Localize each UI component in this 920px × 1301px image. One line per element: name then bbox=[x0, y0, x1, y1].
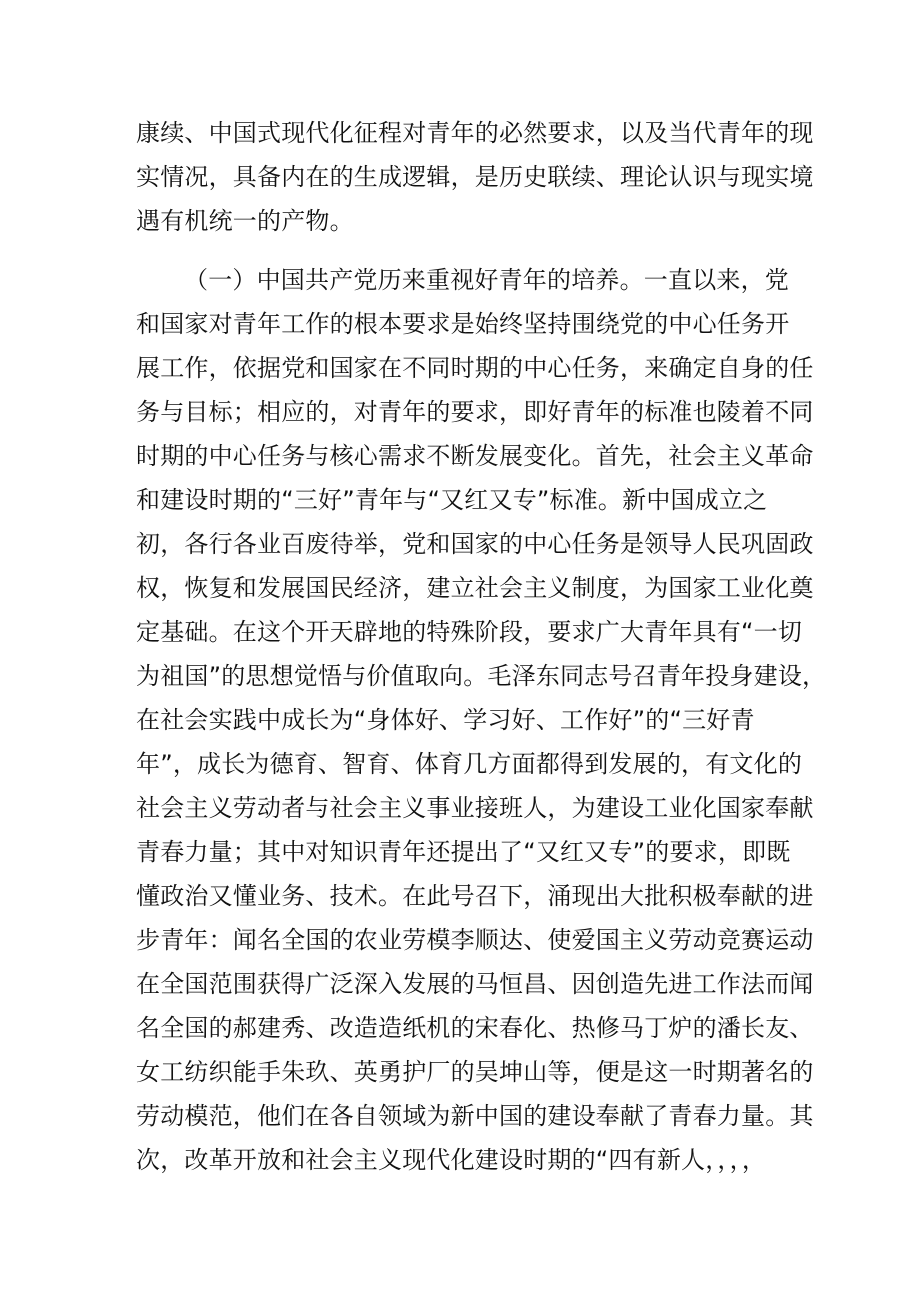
text-line: 懂政治又懂业务、技术。在此号召下，涌现出大批积极奉献的进 bbox=[136, 882, 814, 910]
text-line: 实情况，具备内在的生成逻辑，是历史联续、理论认识与现实境 bbox=[136, 163, 814, 191]
text-line: 时期的中心任务与核心需求不断发展变化。首先，社会主义革命 bbox=[136, 442, 814, 470]
text-line: 和国家对青年工作的根本要求是始终坚持围绕党的中心任务开 bbox=[136, 310, 790, 338]
text-line: 劳动模范，他们在各自领域为新中国的建设奉献了青春力量。其 bbox=[136, 1102, 814, 1130]
text-line: 初，各行各业百废待举，党和国家的中心任务是领导人民巩固政 bbox=[136, 530, 814, 558]
text-line: 名全国的郝建秀、改造造纸机的宋春化、热修马丁炉的潘长友、 bbox=[136, 1014, 814, 1042]
text-line: 在社会实践中成长为“身体好、学习好、工作好”的“三好青 bbox=[136, 706, 755, 734]
text-line: 展工作，依据党和国家在不同时期的中心任务，来确定自身的任 bbox=[136, 354, 814, 382]
text-line: 为祖国”的思想觉悟与价值取向。毛泽东同志号召青年投身建设， bbox=[136, 662, 827, 690]
text-line: 康续、中国式现代化征程对青年的必然要求，以及当代青年的现 bbox=[136, 119, 814, 147]
text-line: 务与目标；相应的，对青年的要求，即好青年的标准也陵着不同 bbox=[136, 398, 814, 426]
text-line: 社会主义劳动者与社会主义事业接班人，为建设工业化国家奉献 bbox=[136, 794, 814, 822]
text-line: 在全国范围获得广泛深入发展的马恒昌、因创造先进工作法而闻 bbox=[136, 970, 814, 998]
text-line: 定基础。在这个开天辟地的特殊阶段，要求广大青年具有“一切 bbox=[136, 618, 803, 646]
text-line: 女工纺织能手朱玖、英勇护厂的吴坤山等，便是这一时期著名的 bbox=[136, 1058, 814, 1086]
text-line: 年”，成长为德育、智育、体育几方面都得到发展的，有文化的 bbox=[136, 750, 803, 778]
text-line: 和建设时期的“三好”青年与“又红又专”标准。新中国成立之 bbox=[136, 486, 768, 514]
text-line: 次，改革开放和社会主义现代化建设时期的“四有新人，，，， bbox=[136, 1146, 767, 1174]
text-line: 步青年：闻名全国的农业劳模李顺达、使爱国主义劳动竞赛运动 bbox=[136, 926, 814, 954]
text-line: 遇有机统一的产物。 bbox=[136, 207, 354, 235]
paragraph-heading-line: （一）中国共产党历来重视好青年的培养。一直以来，党 bbox=[184, 266, 789, 294]
text-line: 青春力量；其中对知识青年还提出了“又红又专”的要求，即既 bbox=[136, 838, 791, 866]
text-line: 权，恢复和发展国民经济，建立社会主义制度，为国家工业化奠 bbox=[136, 574, 814, 602]
